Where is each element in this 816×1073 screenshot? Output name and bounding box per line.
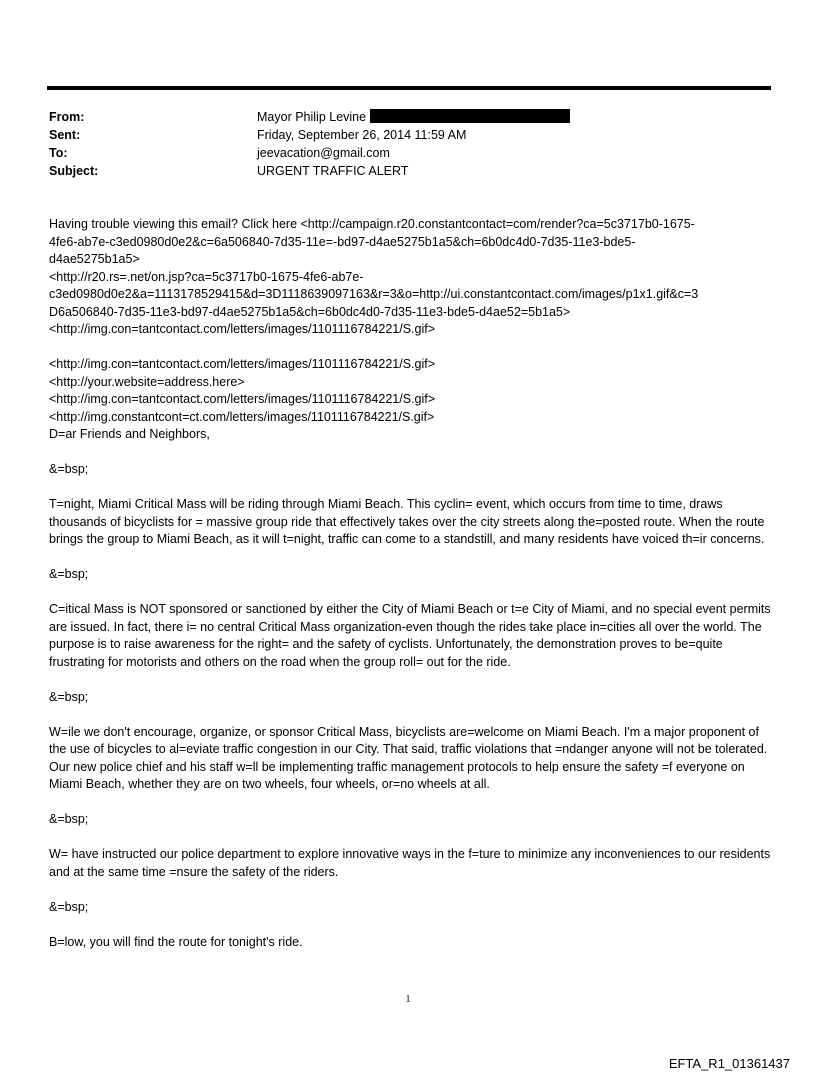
nbsp-line: &=bsp; (49, 689, 89, 704)
link-line: <http://img.con=tantcontact.com/letters/images/1101116784221/S.gif> (49, 322, 436, 336)
subject-label: Subject: (49, 164, 99, 178)
nbsp-line: &=bsp; (49, 462, 89, 476)
paragraph-1: T=night, Miami Critical Mass will be riding through Miami Beach. This cyclin= event, which occurs from time to time, draws thousands of bicyclists for = massive group ride that effectively takes over the city streets along the=posted route. When the route brings the group to Miami Beach, as it will t=night, traffic can come to a standstill, and many residents have voiced th=ir concerns. (49, 497, 765, 546)
link-line: <http://img.constantcont=ct.com/letters/images/1101116784221/S.gif> (49, 409, 435, 424)
paragraph-4: W= have instructed our police department to explore innovative ways in the f=ture to minimize any inconveniences to our residents and at the same time =nsure the safety of the riders. (49, 847, 771, 879)
nbsp-line: &=bsp; (49, 899, 89, 914)
from-value (257, 108, 771, 126)
sent-value: Friday, September 26, 2014 11:59 AM (257, 128, 467, 142)
link-line: d4ae5275b1a5> (49, 252, 140, 266)
paragraph-5: B=low, you will find the route for tonight's ride. (49, 934, 303, 949)
subject-value: URGENT TRAFFIC ALERT (257, 164, 409, 178)
greeting: D=ar Friends and Neighbors, (49, 427, 210, 441)
header-rule (47, 86, 771, 90)
link-line: <http://your.website=address.here> (49, 374, 245, 389)
document-id: EFTA_R1_01361437 (668, 1056, 790, 1071)
paragraph-3: W=ile we don't encourage, organize, or sponsor Critical Mass, bicyclists are=welcome on Miami Beach. I'm a major proponent of the use of bicycles to al=eviate traffic congestion in our City. That said, traffic violations that =ndanger anyone will not be tolerated. Our new police chief and his staff w=ll be implementing traffic management protocols to help ensure the safety =f everyone on Miami Beach, whether they are on two wheels, four wheels, or=no wheels at all. (49, 724, 768, 791)
nbsp-line: &=bsp; (49, 812, 89, 826)
nbsp-line: &=bsp; (49, 567, 89, 581)
sent-label: Sent: (49, 128, 81, 142)
to-row (49, 144, 771, 162)
link-line: <http://img.con=tantcontact.com/letters/images/1101116784221/S.gif> (49, 357, 436, 371)
email-header (49, 108, 771, 180)
subject-row (49, 162, 771, 180)
sent-row (49, 126, 771, 144)
page-number: 1 (405, 994, 411, 1005)
to-value: jeevacation@gmail.com (257, 146, 390, 160)
email-body (49, 216, 777, 951)
paragraph-2: C=itical Mass is NOT sponsored or sanctioned by either the City of Miami Beach or t=e City of Miami, and no special event permits are issued. In fact, there i= no central Critical Mass organization-even though the rides take place in=cities all over the world. The purpose is to raise awareness for the right= and the safety of cyclists. Unfortunately, the demonstration proves to be=quite frustrating for motorists and others on the road when the group roll= out for the ride. (49, 602, 771, 669)
link-line: Having trouble viewing this email? Click here <http://campaign.r20.constantcontact=com/render?ca=5c3717b0-1675- (49, 217, 695, 231)
from-label: From: (49, 110, 85, 124)
link-line: c3ed0980d0e2&a=1113178529415&d=3D1118639097163&r=3&o=http://ui.constantcontact.com/images/p1x1.gif&c=3 (49, 287, 699, 301)
redaction-box (370, 109, 570, 123)
sender-name: Mayor Philip Levine (257, 110, 367, 124)
from-row (49, 108, 771, 126)
to-label: To: (49, 146, 68, 160)
link-line: <http://img.con=tantcontact.com/letters/images/1101116784221/S.gif> (49, 392, 436, 406)
link-line: 4fe6-ab7e-c3ed0980d0e2&c=6a506840-7d35-11e=-bd97-d4ae5275b1a5&ch=6b0dc4d0-7d35-11e3-bde5- (49, 234, 636, 249)
link-line: D6a506840-7d35-11e3-bd97-d4ae5275b1a5&ch=6b0dc4d0-7d35-11e3-bde5-d4ae52=5b1a5> (49, 304, 571, 319)
link-line: <http://r20.rs=.net/on.jsp?ca=5c3717b0-1675-4fe6-ab7e- (49, 269, 364, 284)
